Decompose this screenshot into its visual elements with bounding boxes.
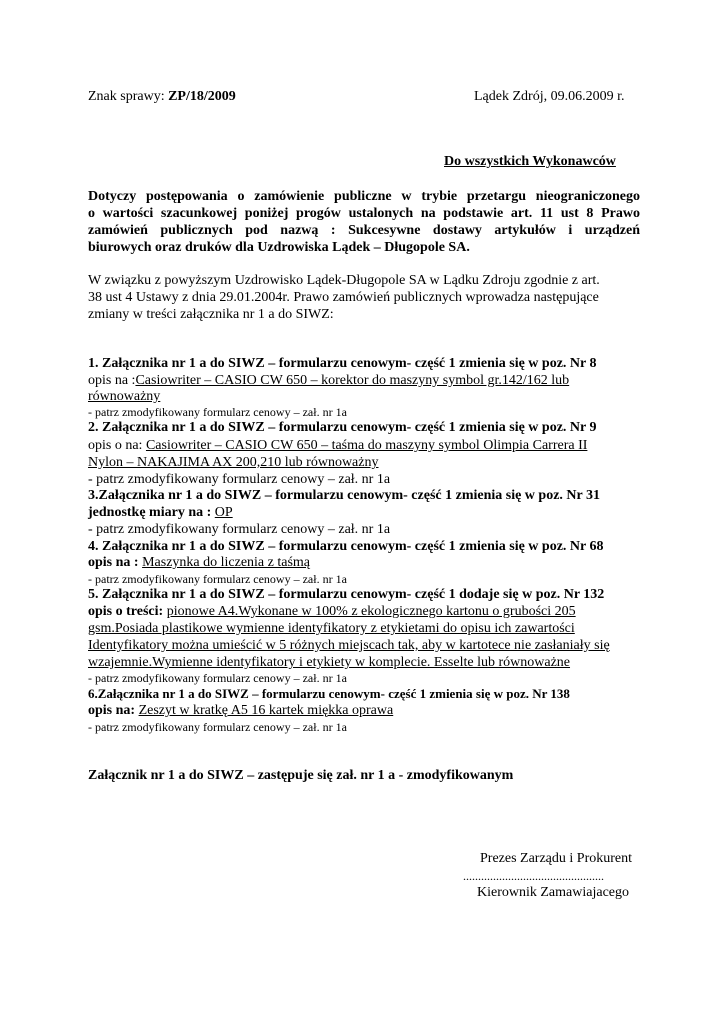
change-desc-text: Casiowriter – CASIO CW 650 – korektor do maszyny symbol gr.142/162 lub <box>135 373 570 388</box>
signature-title: Prezes Zarządu i Prokurent <box>480 851 632 866</box>
signature-line: ............................................... <box>463 869 604 883</box>
change-heading: 5. Załącznika nr 1 a do SIWZ – formularzu cenowym- część 1 dodaje się w poz. Nr 132 <box>88 587 605 602</box>
change-description <box>88 439 587 453</box>
signature-role: Kierownik Zamawiajacego <box>477 885 629 900</box>
change-note: - patrz zmodyfikowany formularz cenowy – zał. nr 1a <box>88 720 347 734</box>
change-desc-text: pionowe A4.Wykonane w 100% z ekologicznego kartonu o grubości 205 <box>166 604 576 619</box>
change-note: - patrz zmodyfikowany formularz cenowy – zał. nr 1a <box>88 472 391 487</box>
change-desc-text: gsm.Posiada plastikowe wymienne identyfikatory z etykietami do opisu ich zawartości <box>88 621 575 636</box>
intro-line: W związku z powyższym Uzdrowisko Lądek-Długopole SA w Lądku Zdroju zgodnie z art. <box>88 273 600 288</box>
change-desc-text: Identyfikatory można umieścić w 5 różnych miejscach tak, aby w kartotece nie zasłaniały się <box>88 638 610 653</box>
change-desc-prefix: opis o na: <box>88 438 146 453</box>
subject-line: zamówień publicznych pod nazwą : Sukcesywne dostawy artykułów i urządzeń <box>88 223 640 238</box>
change-desc-text: wzajemnie.Wymienne identyfikatory i etykiety w komplecie. Esselte lub równoważne <box>88 655 571 670</box>
change-note: - patrz zmodyfikowany formularz cenowy – zał. nr 1a <box>88 405 347 419</box>
change-desc-prefix: jednostkę miary na : <box>88 505 215 520</box>
change-heading: 4. Załącznika nr 1 a do SIWZ – formularzu cenowym- część 1 zmienia się w poz. Nr 68 <box>88 539 604 554</box>
change-description <box>88 605 576 619</box>
change-desc-prefix: opis na: <box>88 703 139 718</box>
change-desc-text: Zeszyt w kratkę A5 16 kartek miękka oprawa <box>138 703 394 718</box>
subject-line: Dotyczy postępowania o zamówienie publiczne w trybie przetargu nieograniczonego <box>88 189 640 204</box>
case-reference <box>88 90 236 104</box>
change-description <box>88 704 393 718</box>
addressee: Do wszystkich Wykonawców <box>444 154 616 169</box>
case-label: Znak sprawy: <box>88 89 165 104</box>
change-note: - patrz zmodyfikowany formularz cenowy – zał. nr 1a <box>88 572 347 586</box>
change-desc-prefix: opis na : <box>88 373 136 388</box>
change-heading: 6.Załącznika nr 1 a do SIWZ – formularzu cenowym- część 1 zmienia się w poz. Nr 138 <box>88 686 570 701</box>
change-note: - patrz zmodyfikowany formularz cenowy – zał. nr 1a <box>88 671 347 685</box>
case-number: ZP/18/2009 <box>168 89 236 104</box>
change-desc-prefix: opis o treści: <box>88 604 167 619</box>
intro-line: zmiany w treści załącznika nr 1 a do SIWZ: <box>88 307 334 322</box>
conclusion: Załącznik nr 1 a do SIWZ – zastępuje się zał. nr 1 a - zmodyfikowanym <box>88 768 514 783</box>
change-desc-text: Nylon – NAKAJIMA AX 200,210 lub równoważny <box>88 455 379 470</box>
subject-line: o wartości szacunkowej poniżej progów ustalonych na podstawie art. 11 ust 8 Prawo <box>88 206 640 221</box>
intro-line: 38 ust 4 Ustawy z dnia 29.01.2004r. Prawo zamówień publicznych wprowadza następujące <box>88 290 599 305</box>
subject-line: biurowych oraz druków dla Uzdrowiska Lądek – Długopole SA. <box>88 240 470 255</box>
change-desc-text: Casiowriter – CASIO CW 650 – taśma do maszyny symbol Olimpia Carrera II <box>145 438 588 453</box>
change-description <box>88 556 310 570</box>
change-desc-text: równoważny <box>88 389 161 404</box>
change-heading: 3.Załącznika nr 1 a do SIWZ – formularzu cenowym- część 1 zmienia się w poz. Nr 31 <box>88 488 600 503</box>
place-date: Lądek Zdrój, 09.06.2009 r. <box>474 89 625 104</box>
change-desc-prefix: opis na : <box>88 555 143 570</box>
change-heading: 1. Załącznika nr 1 a do SIWZ – formularzu cenowym- część 1 zmienia się w poz. Nr 8 <box>88 356 597 371</box>
change-description <box>88 374 569 388</box>
change-note: - patrz zmodyfikowany formularz cenowy – zał. nr 1a <box>88 522 391 537</box>
change-heading: 2. Załącznika nr 1 a do SIWZ – formularzu cenowym- część 1 zmienia się w poz. Nr 9 <box>88 420 597 435</box>
change-desc-text: Maszynka do liczenia z taśmą <box>142 555 311 570</box>
change-desc-text: OP <box>214 505 233 520</box>
change-description <box>88 506 233 520</box>
